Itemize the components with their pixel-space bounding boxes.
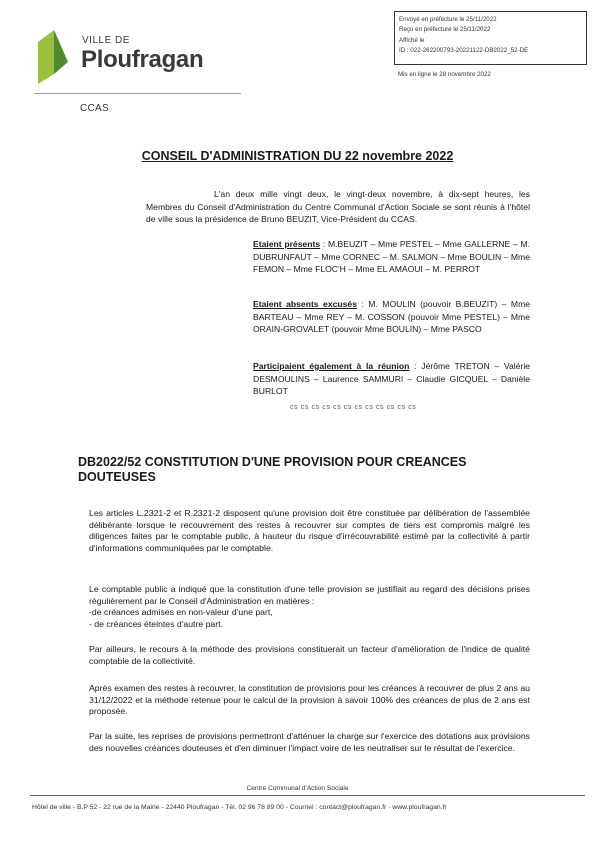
absent-names: : M. MOULIN (pouvoir B.BEUZIT) – Mme BARTEAU – Mme REY – M. COSSON (pouvoir Mme PESTEL) – Mme ORAIN-GROVALET (pouvoir Mme BOULIN) – Mme PASCO — [253, 299, 531, 334]
stamp-line: ID : 022-262200793-20221122-DB2022_52-DE — [399, 46, 529, 54]
absent-label: Etaient absents excusés — [253, 299, 357, 309]
present-label: Etaient présents — [253, 239, 321, 249]
attendees-participating — [253, 360, 530, 398]
stamp-line: Affiché le — [399, 36, 425, 44]
footer-organization: Centre Communal d'Action Sociale — [246, 785, 349, 792]
logo-city-name: Ploufragan — [81, 46, 204, 73]
deliberation-title: DB2022/52 CONSTITUTION D'UNE PROVISION POUR CREANCES DOUTEUSES — [78, 455, 467, 484]
attendees-absent — [253, 298, 530, 336]
prefecture-stamp — [394, 11, 587, 65]
logo-small-text: VILLE DE — [82, 35, 130, 46]
logo-divider — [34, 93, 241, 94]
separator-ornament: cs cs cs cs cs cs cs cs cs cs cs cs — [290, 404, 417, 411]
participants-label: Participaient également à la réunion — [253, 361, 410, 371]
footer-contact: Hôtel de ville - B.P 52 - 22 rue de la Mairie - 22440 Ploufragan - Tél. 02 96 78 89 00 - Courriel : contact@ploufragan.fr · www.ploufragan.fr — [32, 804, 447, 811]
body-paragraph: Par ailleurs, le recours à la méthode des provisions constituerait un facteur d'amélioration de l'indice de qualité comptable de la collectivité. — [89, 644, 530, 666]
body-paragraph: Par la suite, les reprises de provisions permettront d'atténuer la charge sur l'exercice des dotations aux provisions des nouvelles créances douteuses et d'en diminuer l'impact voire de les neutraliser sur le résultat de l'exercice. — [89, 731, 530, 753]
body-paragraph: Le comptable public a indiqué que la constitution d'une telle provision se justifiait au regard des décisions prises régulièrement par le Conseil d'Administration en matières : -de créances admises en non-valeur d'une part, - de créances éteintes d'autre part. — [89, 584, 530, 629]
participants-names: : Jérôme TRETON – Valérie DESMOULINS – Laurence SAMMURI – Claudie GICQUEL – Danièle BURLOT — [253, 361, 531, 396]
stamp-line: Envoyé en préfecture le 25/11/2022 — [399, 16, 497, 23]
city-logo — [34, 30, 224, 86]
body-paragraph: Les articles L.2321-2 et R.2321-2 disposent qu'une provision doit être constituée par délibération de l'assemblée délibérante lorsque le recouvrement des restes à recouvrer sur comptes de tiers est compromis malgré les diligences faites par le comptable public, à hauteur du risque d'irrécouvrabilité estimé par la collectivité à partir d'informations communiquées par le comptable. — [89, 508, 530, 553]
online-date: Mis en ligne le 28 novembre 2022 — [398, 71, 491, 78]
page-title — [0, 149, 595, 163]
attendees-present — [253, 238, 530, 276]
page-title-text: CONSEIL D'ADMINISTRATION DU 22 novembre 2022 — [141, 149, 454, 163]
department-label: CCAS — [80, 103, 109, 114]
present-names: : M.BEUZIT – Mme PESTEL – Mme GALLERNE – M. DUBRUNFAUT – Mme CORNEC – M. SALMON – Mme BOULIN – Mme FEMON – Mme FLOC'H – Mme EL AMAOUI – M. PERROT — [253, 239, 530, 274]
footer-divider — [30, 795, 585, 796]
stamp-line: Reçu en préfecture le 25/11/2022 — [399, 26, 491, 34]
intro-paragraph: L'an deux mille vingt deux, le vingt-deux novembre, à dix-sept heures, les Membres du Conseil d'Administration du Centre Communal d'Action Sociale se sont réunis à l'hôtel de ville sous la présidence de Bruno BEUZIT, Vice-Président du CCAS. — [146, 189, 530, 224]
leaf-logo-icon — [34, 30, 74, 84]
body-paragraph: Après examen des restes à recouvrer, la constitution de provisions pour les créances à recouvrer de plus 2 ans au 31/12/2022 et la méthode retenue pour le calcul de la provision à savoir 100% des créances de plus de 2 ans est proposée. — [89, 683, 530, 717]
